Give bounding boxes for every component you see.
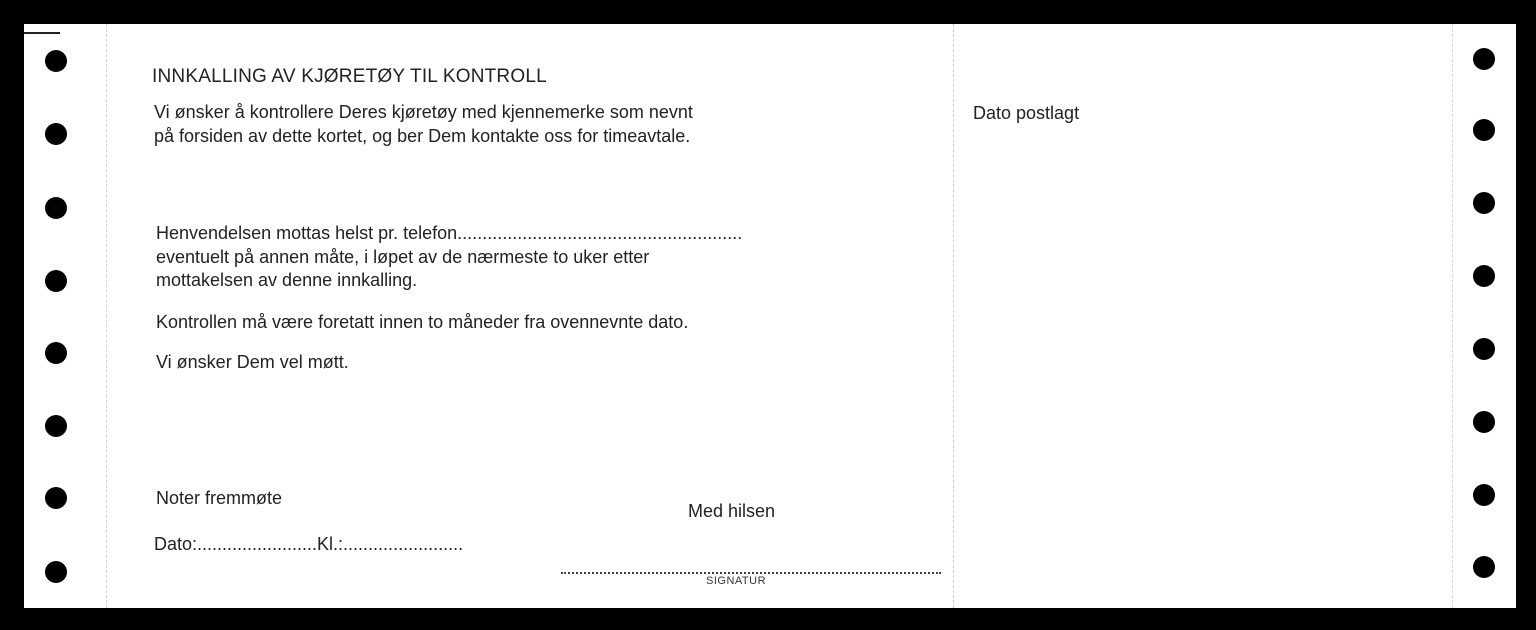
date-time-field: Dato:........................Kl.:........................: [154, 534, 464, 554]
feed-hole-icon: [1473, 119, 1495, 141]
corner-mark: [24, 32, 60, 34]
feed-hole-icon: [45, 342, 67, 364]
feed-hole-icon: [45, 487, 67, 509]
left-perforation: [106, 24, 107, 608]
attendance-note-label: Noter fremmøte: [156, 488, 283, 508]
greeting-text: Vi ønsker Dem vel møtt.: [156, 352, 349, 372]
regards-text: Med hilsen: [688, 501, 776, 521]
inspection-notice-card: [24, 24, 1516, 608]
contact-line-2: eventuelt på annen måte, i løpet av de nærmeste to uker etter: [156, 247, 650, 267]
feed-hole-icon: [45, 415, 67, 437]
feed-hole-icon: [1473, 192, 1495, 214]
intro-line-2: på forsiden av dette kortet, og ber Dem kontakte oss for timeavtale.: [154, 126, 691, 146]
intro-line-1: Vi ønsker å kontrollere Deres kjøretøy med kjennemerke som nevnt: [154, 102, 693, 122]
signature-line: [561, 572, 941, 574]
contact-line-3: mottakelsen av denne innkalling.: [156, 270, 418, 290]
feed-hole-icon: [45, 50, 67, 72]
feed-hole-icon: [45, 123, 67, 145]
feed-hole-icon: [45, 561, 67, 583]
right-perforation: [1452, 24, 1453, 608]
feed-hole-icon: [45, 270, 67, 292]
stub-perforation: [953, 24, 954, 608]
deadline-text: Kontrollen må være foretatt innen to måneder fra ovennevnte dato.: [156, 312, 689, 332]
signature-label: SIGNATUR: [706, 575, 767, 587]
feed-hole-icon: [1473, 265, 1495, 287]
feed-hole-icon: [1473, 484, 1495, 506]
date-posted-label: Dato postlagt: [973, 103, 1080, 123]
feed-hole-icon: [1473, 48, 1495, 70]
feed-hole-icon: [1473, 338, 1495, 360]
contact-phone-line: Henvendelsen mottas helst pr. telefon.........................................................: [156, 223, 743, 243]
notice-title: INNKALLING AV KJØRETØY TIL KONTROLL: [152, 66, 547, 87]
feed-hole-icon: [45, 197, 67, 219]
feed-hole-icon: [1473, 556, 1495, 578]
feed-hole-icon: [1473, 411, 1495, 433]
